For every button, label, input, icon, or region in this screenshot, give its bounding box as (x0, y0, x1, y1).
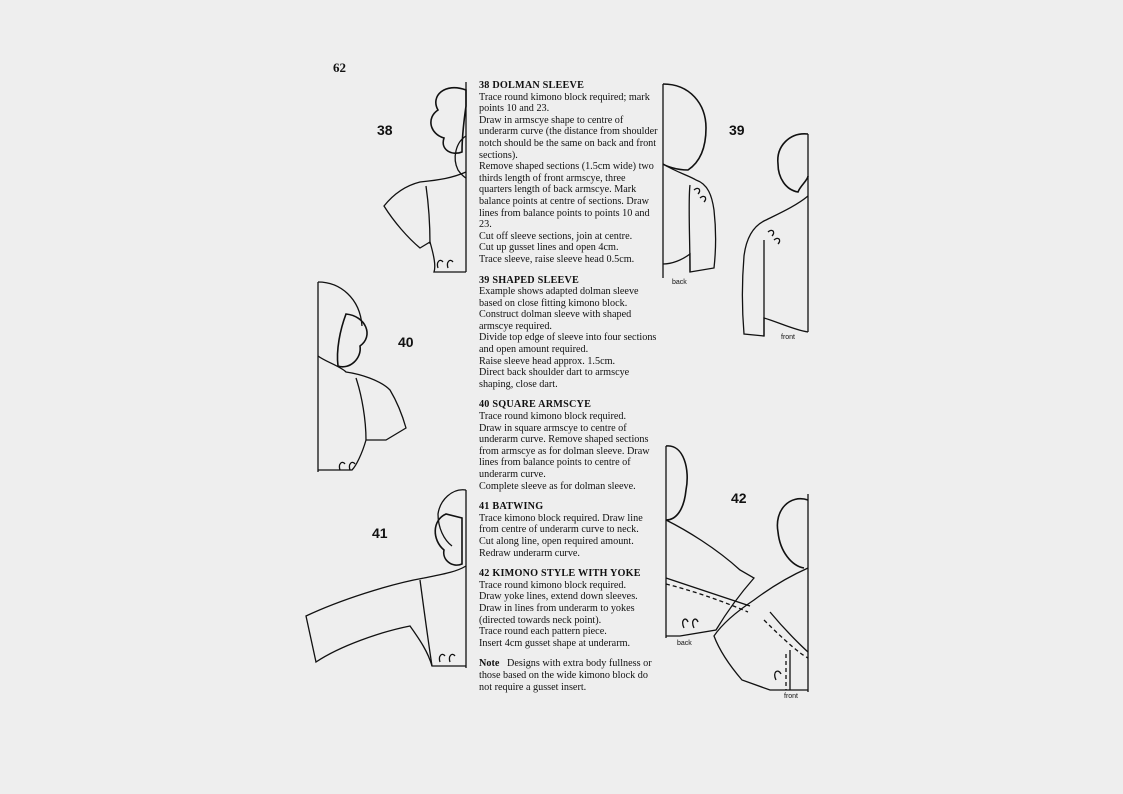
figure-42-number: 42 (731, 490, 747, 506)
figure-40-number: 40 (398, 334, 414, 350)
figure-39-front-caption: front (781, 334, 796, 341)
figure-42-illustration (666, 446, 808, 692)
section-heading: 40 SQUARE ARMSCYE (479, 399, 592, 411)
figure-41-number: 41 (372, 525, 388, 541)
section-body: Trace kimono block required. Draw line from centre of underarm curve to neck. Cut along line, open required amount. Redraw underarm curve. (479, 512, 643, 559)
figure-42-front-caption: front (784, 693, 799, 700)
figure-41-illustration (306, 490, 466, 668)
page-number: 62 (333, 60, 346, 75)
section-body: Trace round kimono block required. Draw yoke lines, extend down sleeves. Draw in lines from underarm to yokes (directed towards neck point). Trace round each pattern piece. Insert 4cm gusset shape at underarm. (479, 579, 638, 649)
figure-39-illustration (663, 84, 808, 336)
figure-40-illustration (318, 282, 406, 472)
section-heading: 41 BATWING (479, 501, 544, 513)
figure-38-number: 38 (377, 122, 393, 138)
figure-42-back-caption: back (677, 640, 692, 647)
note-label: Note (479, 658, 500, 670)
figure-39-number: 39 (729, 122, 745, 138)
section-heading: 39 SHAPED SLEEVE (479, 274, 580, 286)
note-text: Designs with extra body fullness or those based on the wide kimono block do not require a gusset insert. (479, 658, 652, 693)
section-heading: 38 DOLMAN SLEEVE (479, 80, 585, 91)
section-body: Trace round kimono block required; mark points 10 and 23. Draw in armscye shape to centre of underarm curve (the distance from shoulder notch should be the same on back and front sections). Remove shaped sections (1.5cm wide) two thirds length of front armscye, three quarters length of back armscye. Mark balance points at centre of sections. Draw lines from balance points to points 10 and 23. Cut off sleeve sections, join at centre. Cut up gusset lines and open 4cm. Trace sleeve, raise sleeve head 0.5cm. (479, 91, 658, 265)
section-body: Example shows adapted dolman sleeve based on close fitting kimono block. Construct dolman sleeve with shaped armscye required. Divide top edge of sleeve into four sections and open amount required. Raise sleeve head approx. 1.5cm. Direct back shoulder dart to armscye shaping, close dart. (479, 286, 657, 390)
figure-38-illustration (384, 82, 466, 272)
section-body: Trace round kimono block required. Draw in square armscye to centre of underarm curve. Remove shaped sections from armscye as for dolman sleeve. Draw lines from balance points to centre of underarm curve. Complete sleeve as for dolman sleeve. (479, 411, 650, 492)
figure-39-back-caption: back (672, 279, 687, 286)
section-heading: 42 KIMONO STYLE WITH YOKE (479, 568, 641, 580)
